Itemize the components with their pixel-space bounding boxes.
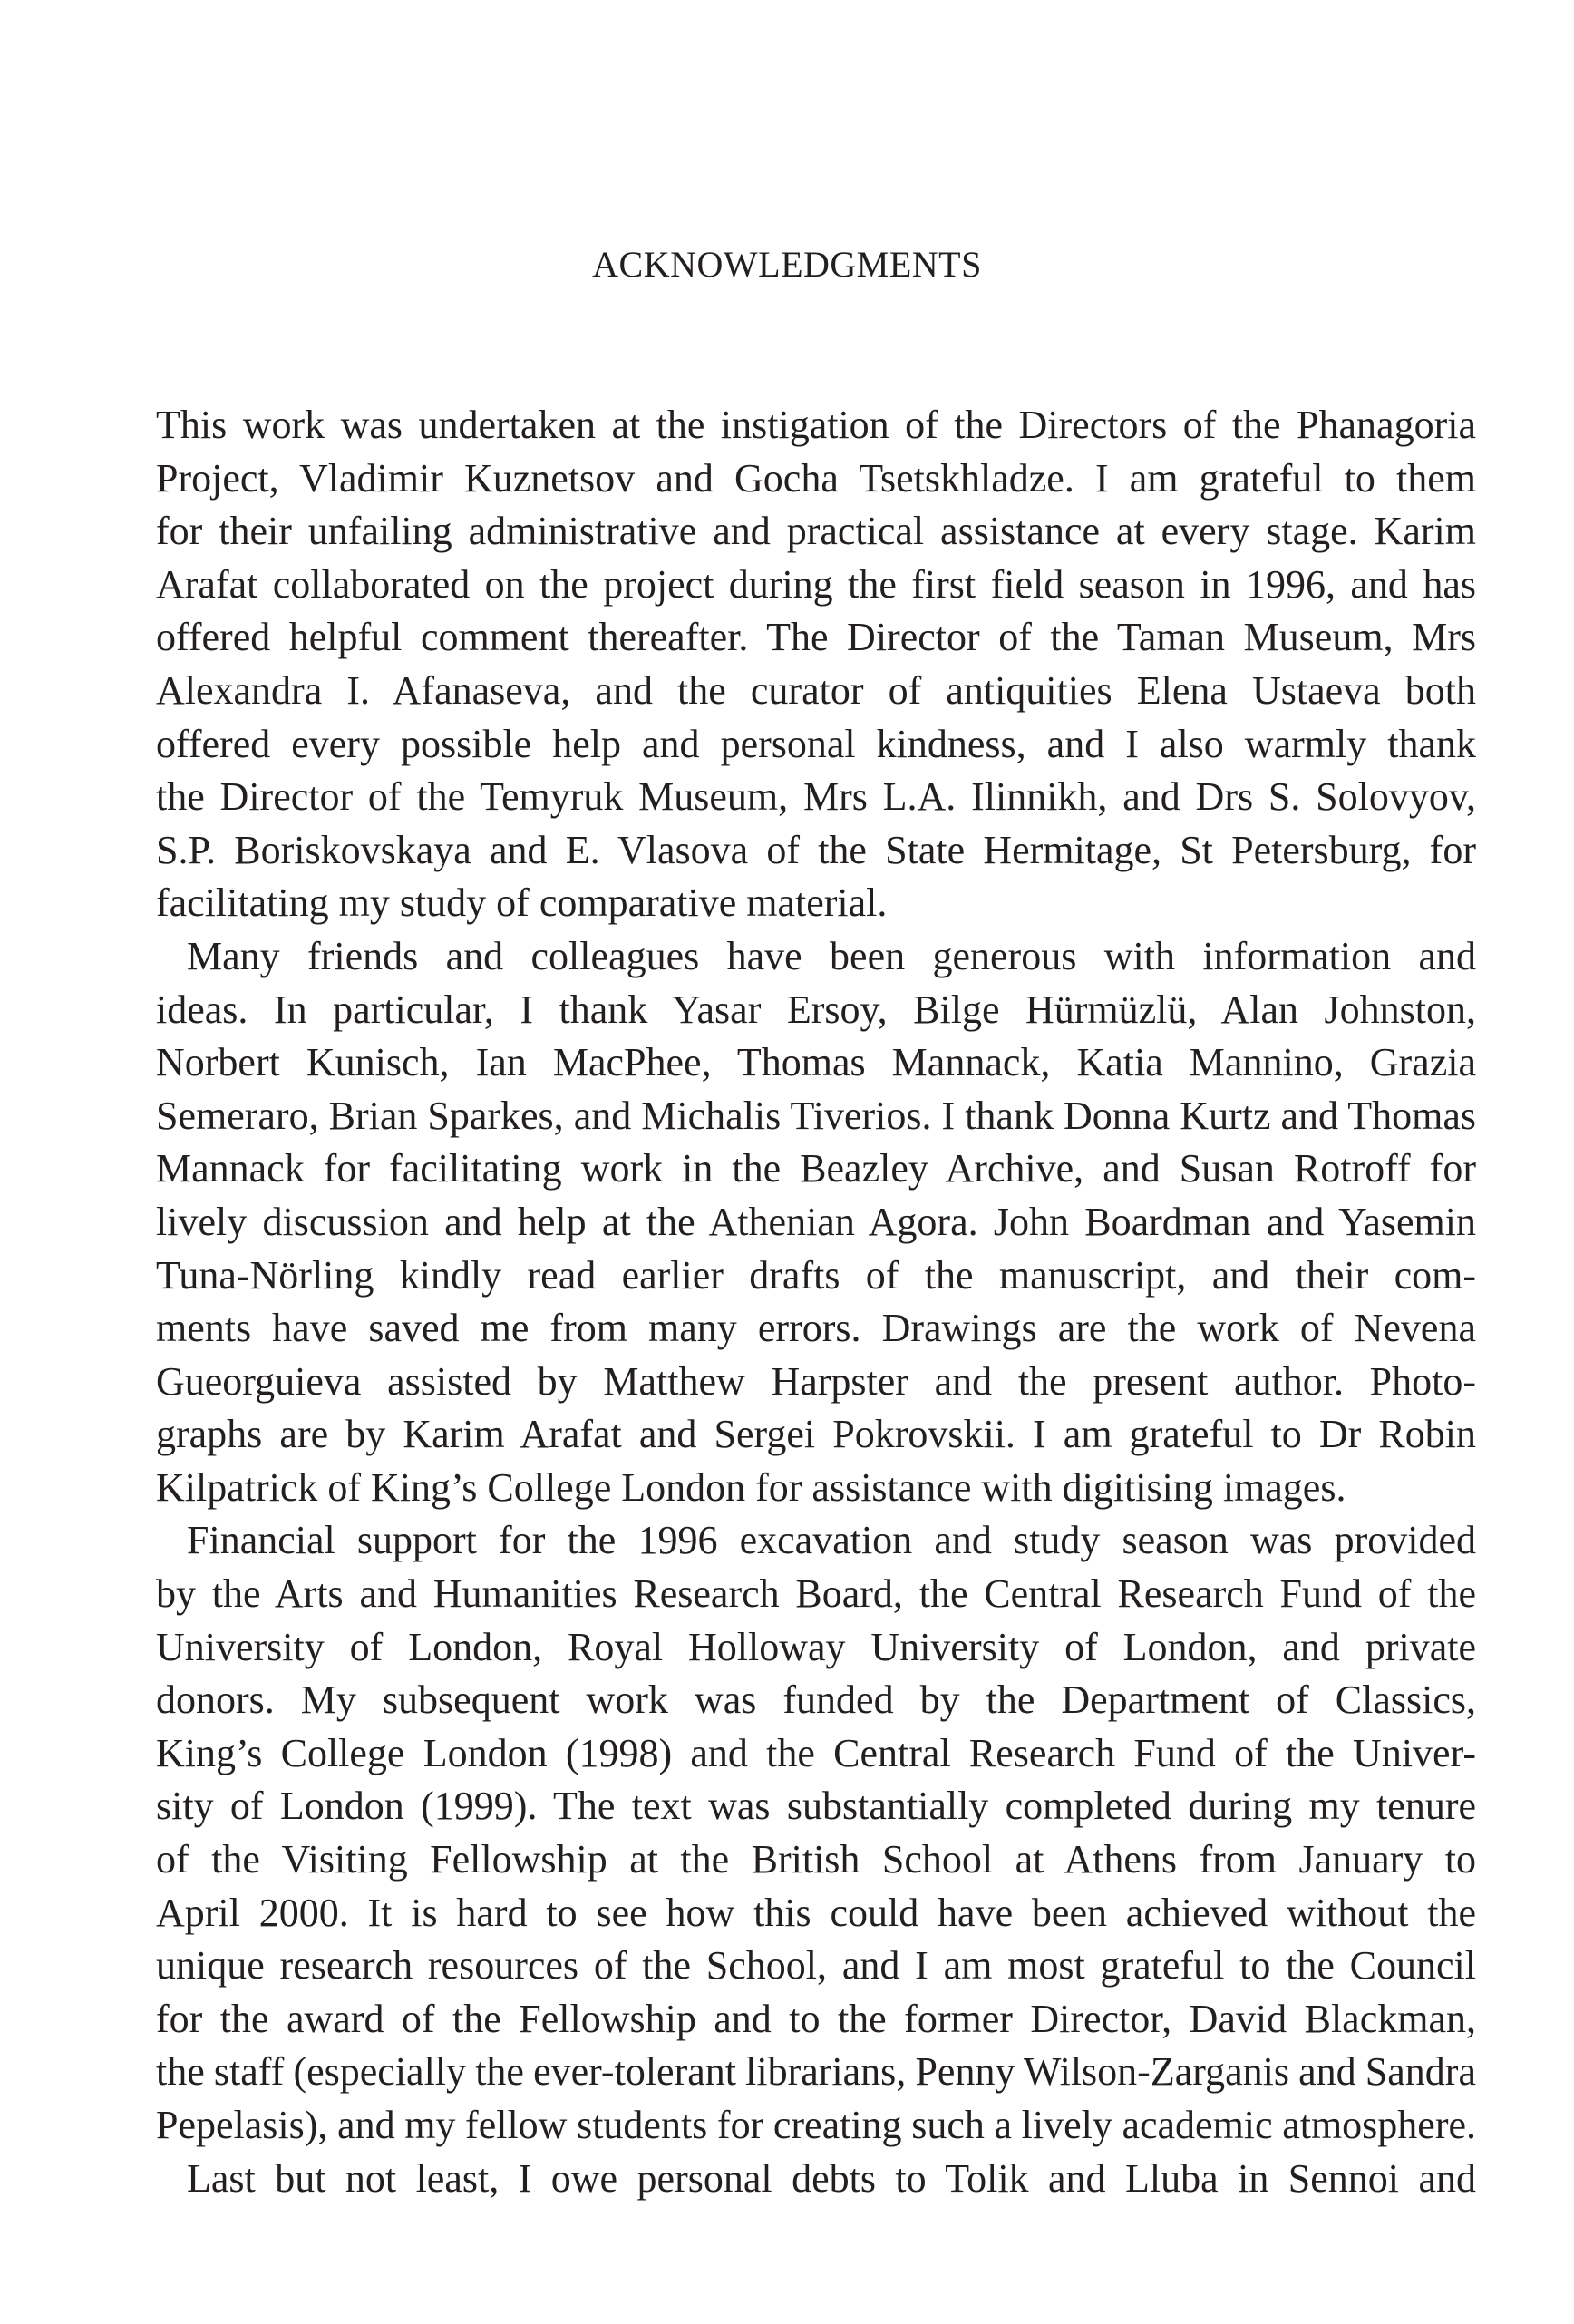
paragraph-2 — [156, 930, 1476, 1515]
text-line: S.P. Boriskovskaya and E. Vlasova of the State Hermitage, St Petersburg, for — [156, 827, 1476, 872]
text-line: University of London, Royal Holloway University of London, and private — [156, 1624, 1476, 1669]
text-line: by the Arts and Humanities Research Board, the Central Research Fund of the — [156, 1571, 1476, 1617]
text-line: Financial support for the 1996 excavation and study season was provided — [187, 1518, 1476, 1563]
text-line: of the Visiting Fellowship at the British School at Athens from January to — [156, 1837, 1476, 1882]
page-title: ACKNOWLEDGMENTS — [592, 244, 982, 285]
paragraph-4 — [156, 2153, 1476, 2206]
acknowledgments-body — [156, 399, 1476, 2205]
text-line: unique research resources of the School, and I am most grateful to the Council — [156, 1943, 1476, 1989]
text-line: sity of London (1999). The text was substantially completed during my tenure — [156, 1784, 1476, 1829]
paragraph-3 — [156, 1514, 1476, 2152]
text-line: April 2000. It is hard to see how this could have been achieved without the — [156, 1890, 1476, 1935]
text-line: facilitating my study of comparative material. — [156, 880, 888, 926]
text-line: graphs are by Karim Arafat and Sergei Pokrovskii. I am grateful to Dr Robin — [156, 1412, 1476, 1457]
text-line: Alexandra I. Afanaseva, and the curator of antiquities Elena Ustaeva both — [156, 667, 1476, 713]
text-line: the staff (especially the ever-tolerant librarians, Penny Wilson-Zarganis and Sandra — [156, 2049, 1476, 2095]
text-line: King’s College London (1998) and the Central Research Fund of the Univer- — [156, 1730, 1476, 1775]
text-line: offered helpful comment thereafter. The Director of the Taman Museum, Mrs — [156, 615, 1476, 660]
text-line: Gueorguieva assisted by Matthew Harpster and the present author. Photo- — [156, 1358, 1476, 1404]
paragraph-1 — [156, 399, 1476, 930]
text-line: Mannack for facilitating work in the Beazley Archive, and Susan Rotroff for — [156, 1146, 1476, 1191]
text-line: Norbert Kunisch, Ian MacPhee, Thomas Mannack, Katia Mannino, Grazia — [156, 1040, 1476, 1085]
text-line: for their unfailing administrative and practical assistance at every stage. Karim — [156, 509, 1476, 554]
text-line: for the award of the Fellowship and to the former Director, David Blackman, — [156, 1996, 1476, 2041]
text-line: Project, Vladimir Kuznetsov and Gocha Tsetskhladze. I am grateful to them — [156, 455, 1476, 501]
text-line: Semeraro, Brian Sparkes, and Michalis Tiverios. I thank Donna Kurtz and Thomas — [156, 1093, 1476, 1138]
text-line: the Director of the Temyruk Museum, Mrs L.A. Ilinnikh, and Drs S. Solovyov, — [156, 774, 1476, 820]
text-line: offered every possible help and personal kindness, and I also warmly thank — [156, 721, 1476, 766]
text-line: lively discussion and help at the Athenian Agora. John Boardman and Yasemin — [156, 1199, 1476, 1244]
text-line: Tuna-Nörling kindly read earlier drafts of the manuscript, and their com- — [156, 1252, 1476, 1298]
text-line: ideas. In particular, I thank Yasar Ersoy, Bilge Hürmüzlü, Alan Johnston, — [156, 987, 1476, 1032]
text-line: Arafat collaborated on the project during the first field season in 1996, and has — [156, 561, 1476, 607]
text-line: Last but not least, I owe personal debts to Tolik and Lluba in Sennoi and — [187, 2155, 1476, 2201]
text-line: This work was undertaken at the instigation of the Directors of the Phanagoria — [156, 403, 1476, 447]
text-line: Many friends and colleagues have been generous with information and — [187, 933, 1476, 978]
text-line: Pepelasis), and my fellow students for creating such a lively academic atmosphere. — [156, 2103, 1477, 2147]
text-line: Kilpatrick of King’s College London for assistance with digitising images. — [156, 1464, 1346, 1510]
text-line: ments have saved me from many errors. Drawings are the work of Nevena — [156, 1306, 1476, 1351]
text-line: donors. My subsequent work was funded by the Department of Classics, — [156, 1677, 1476, 1723]
